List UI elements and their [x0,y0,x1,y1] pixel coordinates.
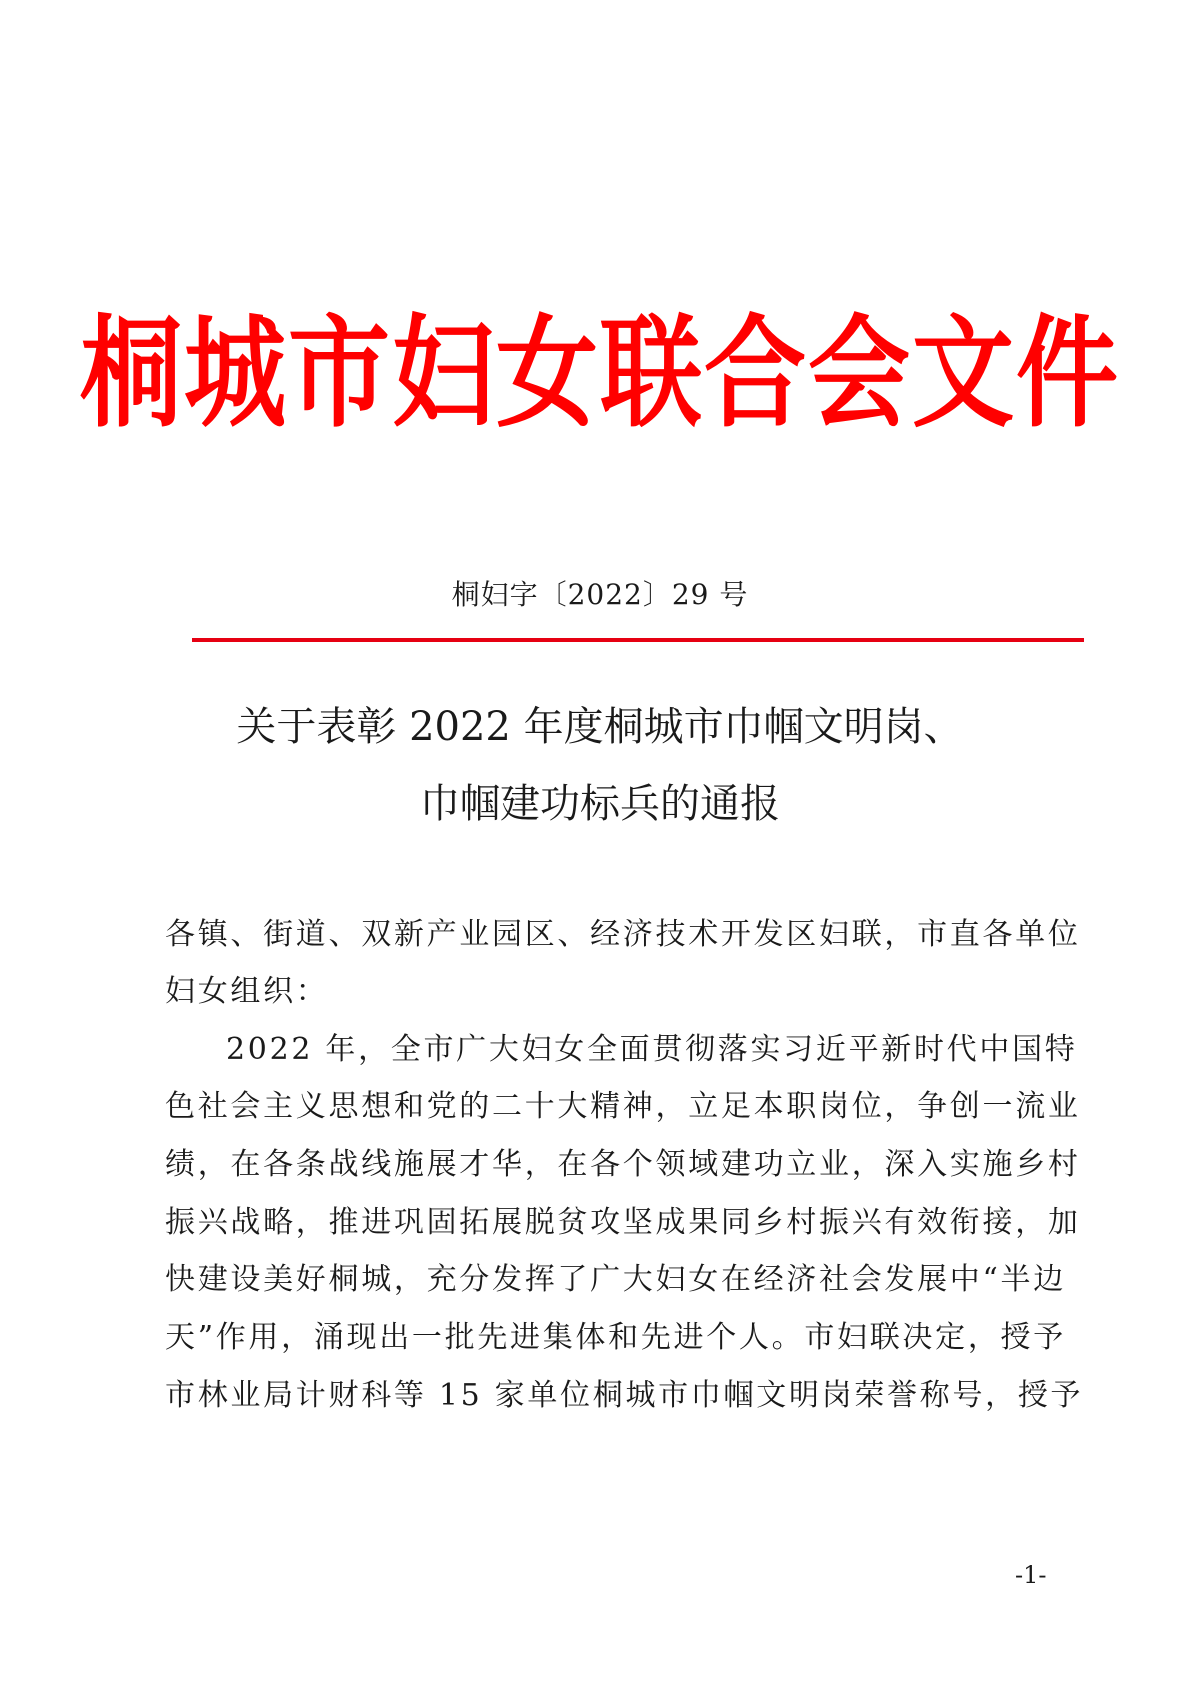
red-divider-line [192,638,1084,642]
paragraph-line-5: 快建设美好桐城，充分发挥了广大妇女在经济社会发展中“半边 [165,1262,1066,1297]
document-title-line-2: 巾帼建功标兵的通报 [420,781,780,827]
paragraph-line-4: 振兴战略，推进巩固拓展脱贫攻坚成果同乡村振兴有效衔接，加 [165,1205,1081,1240]
salutation-line-2: 妇女组织： [165,974,329,1009]
paragraph-line-3: 绩，在各条战线施展才华，在各个领域建功立业，深入实施乡村 [165,1147,1081,1182]
paragraph-line-7: 市林业局计财科等 15 家单位桐城市巾帼文明岗荣誉称号，授予 [165,1378,1084,1413]
document-title-line-1: 关于表彰 2022 年度桐城市巾帼文明岗、 [236,704,964,750]
paragraph-line-1: 2022 年，全市广大妇女全面贯彻落实习近平新时代中国特 [226,1032,1078,1067]
paragraph-line-2: 色社会主义思想和党的二十大精神，立足本职岗位，争创一流业 [165,1089,1081,1124]
page-number: -1- [1015,1561,1047,1589]
document-number: 桐妇字〔2022〕29 号 [451,578,749,611]
masthead-title: 桐城市妇女联合会文件 [80,304,1120,445]
salutation-line-1: 各镇、街道、双新产业园区、经济技术开发区妇联，市直各单位 [165,917,1081,952]
paragraph-line-6: 天”作用，涌现出一批先进集体和先进个人。市妇联决定，授予 [165,1320,1066,1355]
